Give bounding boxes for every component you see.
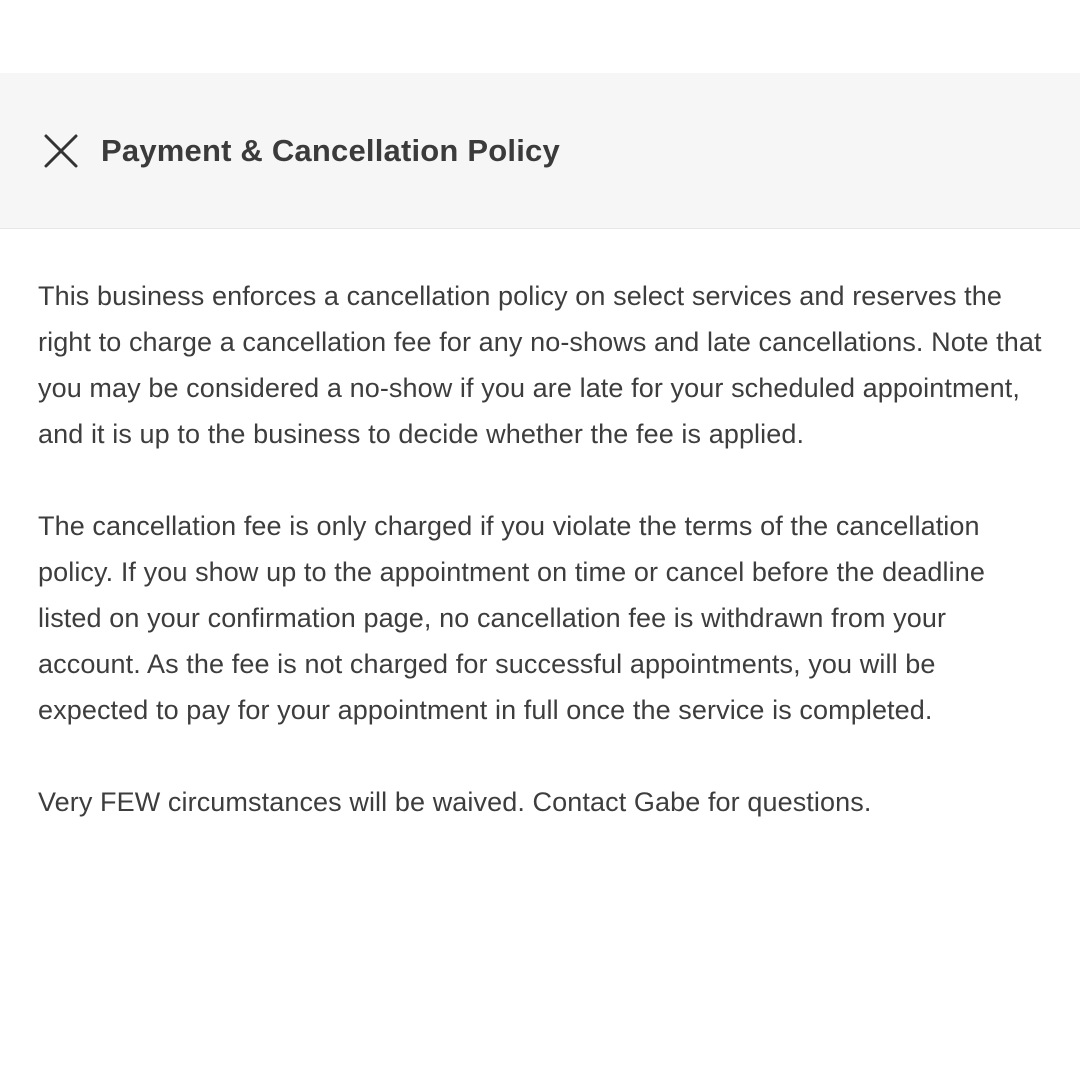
policy-paragraph: Very FEW circumstances will be waived. Contact Gabe for questions. (38, 787, 872, 817)
policy-paragraph: This business enforces a cancellation policy on select services and reserves the right to charge a cancellation fee for any no-shows and late cancellations. Note that you may be considered a no-show if you are late for your scheduled appointment, and it is up to the business to decide whether the fee is applied. (38, 281, 1042, 449)
modal-header (0, 73, 1080, 229)
top-spacer (0, 0, 1080, 73)
policy-content (0, 229, 1080, 825)
close-button[interactable] (42, 132, 80, 170)
modal-title: Payment & Cancellation Policy (101, 132, 560, 168)
policy-paragraph: The cancellation fee is only charged if you violate the terms of the cancellation policy. If you show up to the appointment on time or cancel before the deadline listed on your confirmation page, no cancellation fee is withdrawn from your account. As the fee is not charged for successful appointments, you will be expected to pay for your appointment in full once the service is completed. (38, 511, 985, 725)
close-icon (43, 133, 79, 169)
